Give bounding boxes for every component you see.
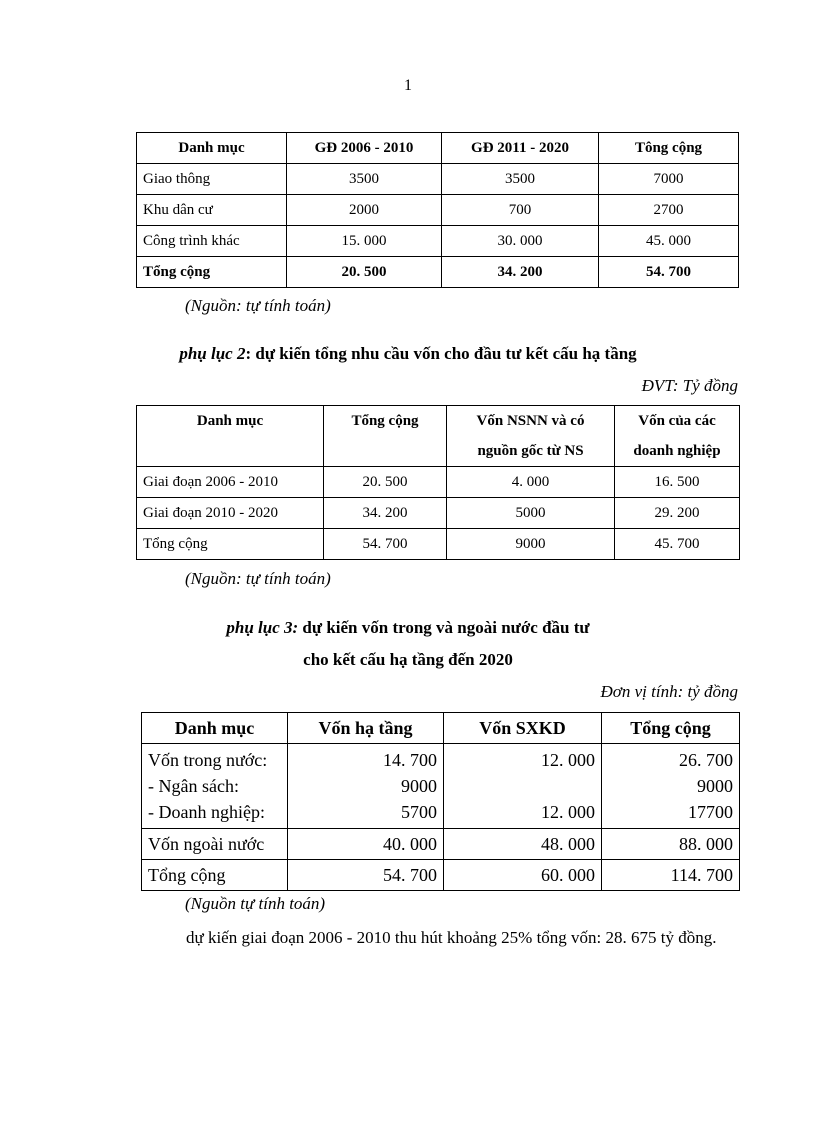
table-cell: 3500: [287, 164, 442, 195]
column-header: GĐ 2006 - 2010: [287, 133, 442, 164]
summary-paragraph: [136, 921, 738, 955]
row-label: Tổng cộng: [142, 860, 288, 891]
table-row: [137, 226, 739, 257]
table-cell: 45. 000: [599, 226, 739, 257]
table-total-row: [137, 257, 739, 288]
column-header: Tổng cộng: [324, 406, 447, 467]
appendix-3-heading-line1: [0, 618, 816, 638]
unit-label: Đơn vị tính: tỷ đồng: [600, 682, 738, 701]
table-cell: 114. 700: [602, 860, 740, 891]
table-row: [137, 529, 740, 560]
row-label-line: Vốn trong nước:: [148, 750, 268, 770]
table-row: [137, 498, 740, 529]
table-cell: 3500: [442, 164, 599, 195]
appendix-3-prefix: phụ lục 3:: [226, 618, 299, 637]
table-cell: 15. 000: [287, 226, 442, 257]
column-header: Vốn hạ tầng: [288, 713, 444, 744]
row-label: Tổng cộng: [137, 257, 287, 288]
table-row: [137, 467, 740, 498]
table-cell: 34. 200: [442, 257, 599, 288]
table-cell: 2000: [287, 195, 442, 226]
table-cell: 54. 700: [288, 860, 444, 891]
table-cell: 30. 000: [442, 226, 599, 257]
row-label-line: - Doanh nghiệp:: [148, 802, 265, 822]
row-label: Giai đoạn 2010 - 2020: [137, 498, 324, 529]
column-header: Tổng cộng: [602, 713, 740, 744]
cell-line: 9000: [401, 776, 437, 796]
appendix-3-title: dự kiến vốn trong và ngoài nước đầu tư: [298, 618, 590, 637]
table-cell: [444, 744, 602, 829]
table-cell: 40. 000: [288, 829, 444, 860]
table-cell: 9000: [447, 529, 615, 560]
table-total-row: [142, 860, 740, 891]
row-label-line: - Ngân sách:: [148, 776, 239, 796]
page-number: 1: [404, 77, 412, 94]
table-cell: 700: [442, 195, 599, 226]
column-header: Tông cộng: [599, 133, 739, 164]
row-label: Khu dân cư: [137, 195, 287, 226]
table-cell: 29. 200: [615, 498, 740, 529]
table-cell: 88. 000: [602, 829, 740, 860]
column-header: Vốn SXKD: [444, 713, 602, 744]
cell-line: 12. 000: [541, 750, 595, 770]
table-cell: 48. 000: [444, 829, 602, 860]
table-header-row: [137, 406, 740, 467]
table-cell: 20. 500: [287, 257, 442, 288]
table1-source-note: (Nguồn: tự tính toán): [185, 296, 331, 315]
table-cell: 34. 200: [324, 498, 447, 529]
column-header: GĐ 2011 - 2020: [442, 133, 599, 164]
row-label: Giao thông: [137, 164, 287, 195]
table-cell: 7000: [599, 164, 739, 195]
table-cell: 20. 500: [324, 467, 447, 498]
table-cell: 16. 500: [615, 467, 740, 498]
unit-label: ĐVT: Tỷ đồng: [641, 376, 738, 395]
investment-by-category-table: [136, 132, 739, 288]
table3-source-note: (Nguồn tự tính toán): [185, 894, 326, 913]
row-label: [142, 744, 288, 829]
table-cell: 2700: [599, 195, 739, 226]
table-cell: 5000: [447, 498, 615, 529]
row-label: Vốn ngoài nước: [142, 829, 288, 860]
appendix-2-heading: [0, 344, 816, 364]
cell-line: 17700: [688, 802, 733, 822]
table-cell: [602, 744, 740, 829]
table-cell: 45. 700: [615, 529, 740, 560]
header-line: Vốn của các: [638, 413, 716, 429]
table2-source-note: (Nguồn: tự tính toán): [185, 569, 331, 588]
column-header: Danh mục: [137, 133, 287, 164]
cell-line: 26. 700: [679, 750, 733, 770]
table-row: [142, 829, 740, 860]
column-header: Danh mục: [142, 713, 288, 744]
header-line: doanh nghiệp: [633, 443, 721, 459]
header-line: nguồn gốc từ NS: [477, 443, 584, 459]
cell-line: 9000: [697, 776, 733, 796]
cell-line: [450, 773, 595, 799]
table-cell: 54. 700: [599, 257, 739, 288]
row-label: Tổng cộng: [137, 529, 324, 560]
table-cell: [288, 744, 444, 829]
appendix-3-heading-line2: cho kết cấu hạ tầng đến 2020: [303, 650, 513, 669]
cell-line: 12. 000: [541, 802, 595, 822]
summary-text: dự kiến giai đoạn 2006 - 2010 thu hút khoảng 25% tổng vốn: 28. 675 tỷ đồng.: [186, 928, 717, 947]
table-row: [137, 195, 739, 226]
row-label: Công trình khác: [137, 226, 287, 257]
table-row: [142, 744, 740, 829]
cell-line: 14. 700: [383, 750, 437, 770]
table-cell: 54. 700: [324, 529, 447, 560]
row-label: Giai đoạn 2006 - 2010: [137, 467, 324, 498]
capital-demand-table: [136, 405, 740, 560]
column-header: Danh mục: [137, 406, 324, 467]
header-line: Vốn NSNN và có: [476, 413, 585, 429]
appendix-2-prefix: phụ lục 2: [179, 344, 246, 363]
table-cell: 4. 000: [447, 467, 615, 498]
table-header-row: [142, 713, 740, 744]
column-header: [447, 406, 615, 467]
cell-line: 5700: [401, 802, 437, 822]
table-row: [137, 164, 739, 195]
appendix-2-title: : dự kiến tổng nhu cầu vốn cho đầu tư kết cấu hạ tầng: [245, 344, 637, 363]
column-header: [615, 406, 740, 467]
table-header-row: [137, 133, 739, 164]
domestic-foreign-capital-table: [141, 712, 740, 891]
table-cell: 60. 000: [444, 860, 602, 891]
